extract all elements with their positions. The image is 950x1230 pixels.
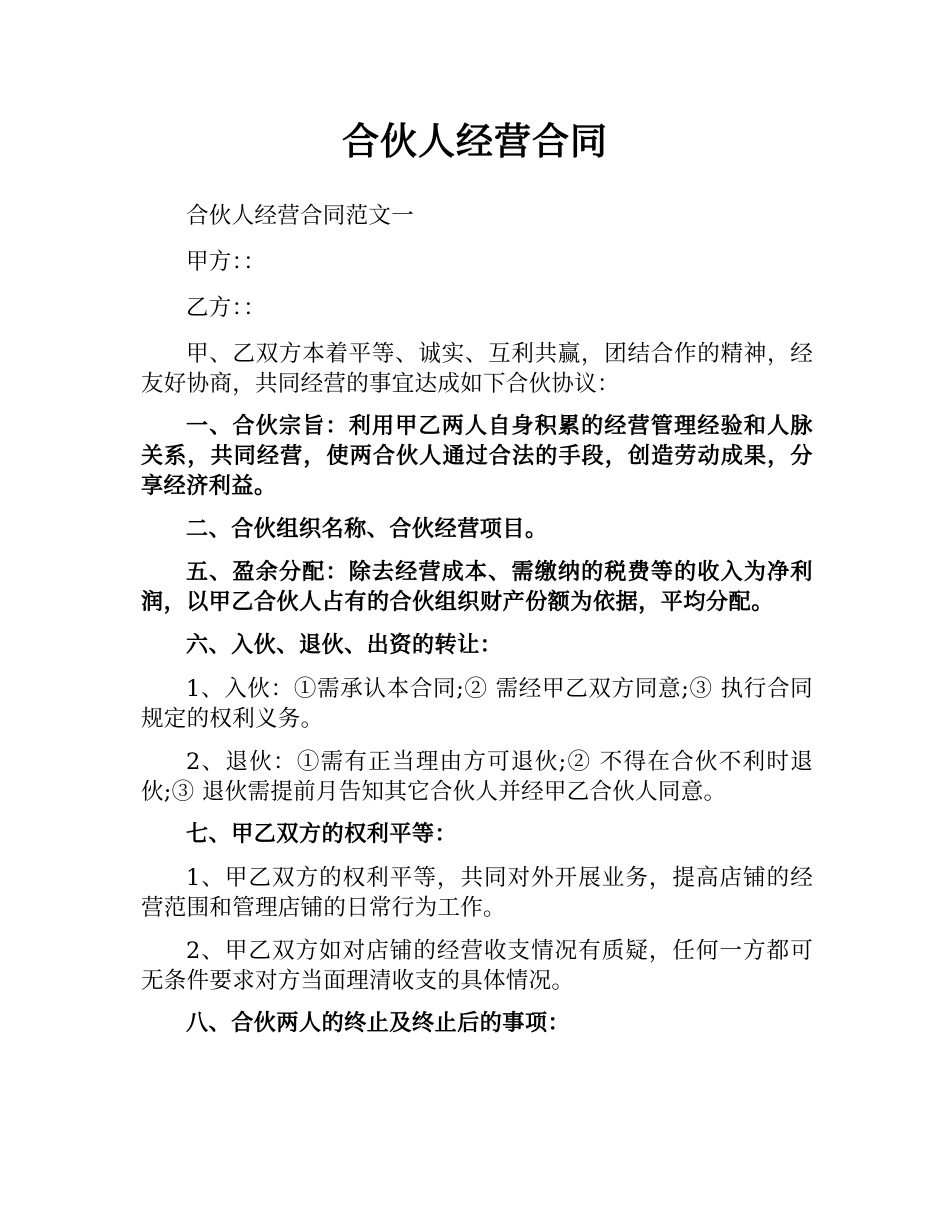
paragraph-section-8: 八、合伙两人的终止及终止后的事项： <box>186 1011 571 1036</box>
paragraph-party-a: 甲方：： <box>186 249 266 275</box>
paragraph-subtitle: 合伙人经营合同范文一 <box>186 203 415 229</box>
document-title: 合伙人经营合同 <box>342 120 608 163</box>
paragraph-section-6: 六、入伙、退伙、出资的转让： <box>186 633 503 658</box>
paragraph-section-7: 七、甲乙双方的权利平等： <box>186 822 458 847</box>
paragraph-rights-1: 1、甲乙双方的权利平等，共同对外开展业务，提高店铺的经营范围和管理店铺的日常行为工作。 <box>141 865 813 921</box>
paragraph-section-5: 五、盈余分配：除去经营成本、需缴纳的税费等的收入为净利润，以甲乙合伙人占有的合伙组织财产份额为依据，平均分配。 <box>141 560 813 615</box>
document-body <box>141 201 813 1052</box>
paragraph-rights-2: 2、甲乙双方如对店铺的经营收支情况有质疑，任何一方都可无条件要求对方当面理清收支的具体情况。 <box>141 938 813 994</box>
paragraph-party-b: 乙方：： <box>186 295 266 321</box>
paragraph-section-2: 二、合伙组织名称、合伙经营项目。 <box>186 517 548 542</box>
paragraph-withdraw: 2、退伙：①需有正当理由方可退伙;② 不得在合伙不利时退伙;③ 退伙需提前月告知其它合伙人并经甲乙合伙人同意。 <box>141 749 813 805</box>
paragraph-join: 1、入伙：①需承认本合同;② 需经甲乙双方同意;③ 执行合同规定的权利义务。 <box>141 676 813 732</box>
paragraph-preamble: 甲、乙双方本着平等、诚实、互利共赢，团结合作的精神，经友好协商，共同经营的事宜达成如下合伙协议： <box>141 341 813 397</box>
paragraph-section-1: 一、合伙宗旨：利用甲乙两人自身积累的经营管理经验和人脉关系，共同经营，使两合伙人通过合法的手段，创造劳动成果，分享经济利益。 <box>141 414 813 499</box>
